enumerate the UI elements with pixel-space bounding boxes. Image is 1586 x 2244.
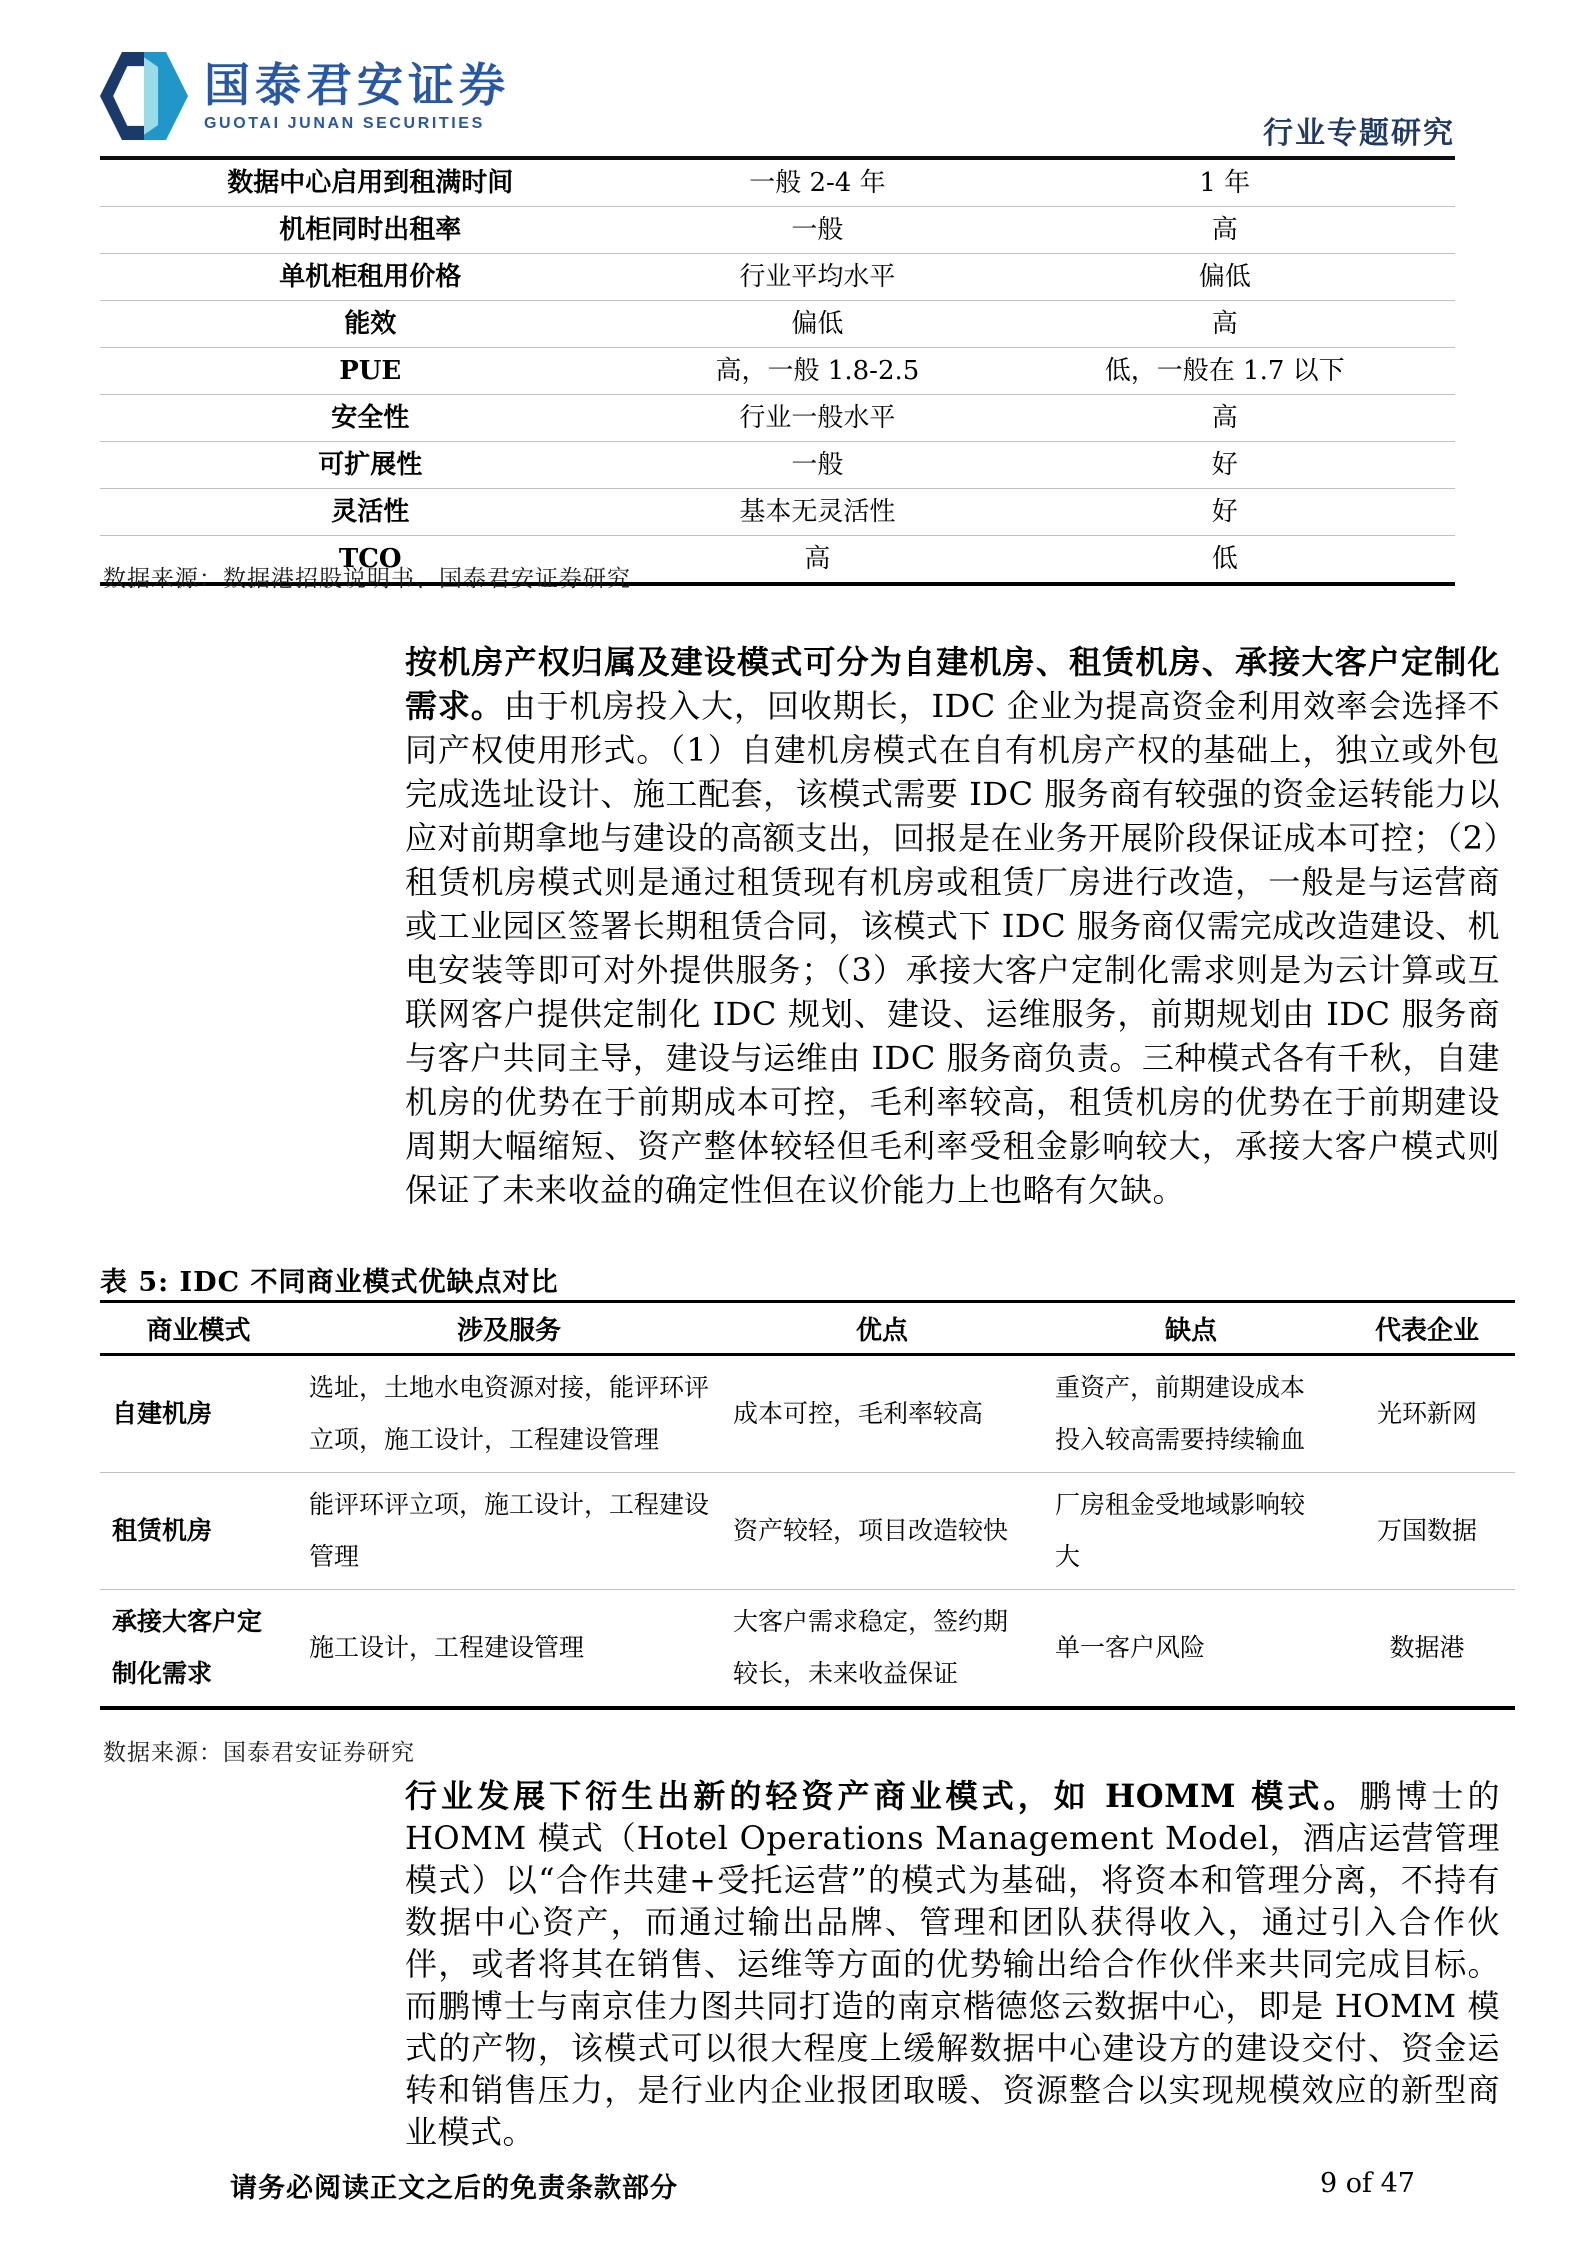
row-label: 灵活性 [100, 489, 640, 536]
cell-value: 基本无灵活性 [640, 489, 994, 536]
paragraph-lead-bold: 行业发展下衍生出新的轻资产商业模式，如 HOMM 模式。 [405, 1777, 1360, 1815]
guotai-junan-logo-icon [100, 52, 188, 140]
business-mode: 承接大客户定制化需求 [100, 1590, 297, 1709]
table-row [100, 348, 1455, 395]
table-row [100, 442, 1455, 489]
column-header: 优点 [721, 1302, 1043, 1355]
page-number: 9 of 47 [1320, 2168, 1415, 2199]
paragraph-business-models [405, 640, 1500, 1212]
idc-comparison-table [100, 160, 1455, 586]
logo-text [204, 59, 510, 133]
cell-value: 高 [640, 536, 994, 585]
column-header: 缺点 [1043, 1302, 1339, 1355]
paragraph-body: 鹏博士的 HOMM 模式（Hotel Operations Management Model，酒店运营管理模式）以“合作共建+受托运营”的模式为基础，将资本和管理分离，不持有数据中心资产，而通过输出品牌、管理和团队获得收入，通过引入合作伙伴，或者将其在销售、运维等方面的优势输出给合作伙伴来共同完成目标。而鹏博士与南京佳力图共同打造的南京楷德悠云数据中心，即是 HOMM 模式的产物，该模式可以很大程度上缓解数据中心建设方的建设交付、资金运转和销售压力，是行业内企业报团取暖、资源整合以实现规模效应的新型商业模式。 [405, 1777, 1500, 2151]
row-label: TCO [100, 536, 640, 585]
company-cell: 光环新网 [1339, 1355, 1515, 1473]
paragraph-homm-model [405, 1775, 1500, 2153]
row-label: 可扩展性 [100, 442, 640, 489]
row-label: 数据中心启用到租满时间 [100, 160, 640, 207]
source-note-2: 数据来源：国泰君安证券研究 [103, 1740, 415, 1766]
company-cell: 数据港 [1339, 1590, 1515, 1709]
table-row [100, 489, 1455, 536]
company-logo [100, 52, 510, 140]
table5-title: 表 5: IDC 不同商业模式优缺点对比 [100, 1267, 559, 1298]
paragraph-body: 由于机房投入大，回收期长，IDC 企业为提高资金利用效率会选择不同产权使用形式。（1）自建机房模式在自有机房产权的基础上，独立或外包完成选址设计、施工配套，该模式需要 IDC 服务商有较强的资金运转能力以应对前期拿地与建设的高额支出，回报是在业务开展阶段保证成本可控；（2）租赁机房模式则是通过租赁现有机房或租赁厂房进行改造，一般是与运营商或工业园区签署长期租赁合同，该模式下 IDC 服务商仅需完成改造建设、机电安装等即可对外提供服务；（3）承接大客户定制化需求则是为云计算或互联网客户提供定制化 IDC 规划、建设、运维服务，前期规划由 IDC 服务商与客户共同主导，建设与运维由 IDC 服务商负责。三种模式各有千秋，自建机房的优势在于前期成本可控，毛利率较高，租赁机房的优势在于前期建设周期大幅缩短、资产整体较轻但毛利率受租金影响较大，承接大客户模式则保证了未来收益的确定性但在议价能力上也略有欠缺。 [405, 687, 1500, 1209]
table-row [100, 254, 1455, 301]
pros-cell: 成本可控，毛利率较高 [721, 1355, 1043, 1473]
row-label: 能效 [100, 301, 640, 348]
table-row [100, 207, 1455, 254]
table-row [100, 301, 1455, 348]
cell-value: 好 [994, 442, 1455, 489]
cell-value: 行业一般水平 [640, 395, 994, 442]
source-note-1: 数据来源：数据港招股说明书、国泰君安证券研究 [103, 566, 631, 592]
cell-value: 1 年 [994, 160, 1455, 207]
cons-cell: 厂房租金受地域影响较大 [1043, 1473, 1339, 1590]
table-header-row [100, 1302, 1515, 1355]
paragraph-lead-bold: 按机房产权归属及建设模式可分为自建机房、租赁机房、承接大客户定制化需求。 [405, 643, 1500, 725]
report-type-label: 行业专题研究 [1263, 116, 1455, 151]
business-model-table [100, 1300, 1515, 1710]
pros-cell: 大客户需求稳定，签约期较长，未来收益保证 [721, 1590, 1043, 1709]
row-label: 单机柜租用价格 [100, 254, 640, 301]
services-cell: 选址，土地水电资源对接，能评环评立项，施工设计，工程建设管理 [297, 1355, 721, 1473]
table-row [100, 395, 1455, 442]
cons-cell: 单一客户风险 [1043, 1590, 1339, 1709]
cell-value: 高 [994, 301, 1455, 348]
column-header: 涉及服务 [297, 1302, 721, 1355]
column-header: 商业模式 [100, 1302, 297, 1355]
cell-value: 一般 [640, 442, 994, 489]
cell-value: 一般 2-4 年 [640, 160, 994, 207]
cell-value: 高 [994, 395, 1455, 442]
row-label: 安全性 [100, 395, 640, 442]
cell-value: 低 [994, 536, 1455, 585]
cell-value: 好 [994, 489, 1455, 536]
cons-cell: 重资产，前期建设成本投入较高需要持续输血 [1043, 1355, 1339, 1473]
services-cell: 施工设计，工程建设管理 [297, 1590, 721, 1709]
cell-value: 低，一般在 1.7 以下 [994, 348, 1455, 395]
pros-cell: 资产较轻，项目改造较快 [721, 1473, 1043, 1590]
table-row [100, 160, 1455, 207]
row-label: 机柜同时出租率 [100, 207, 640, 254]
business-mode: 租赁机房 [100, 1473, 297, 1590]
cell-value: 偏低 [994, 254, 1455, 301]
cell-value: 一般 [640, 207, 994, 254]
cell-value: 高，一般 1.8-2.5 [640, 348, 994, 395]
column-header: 代表企业 [1339, 1302, 1515, 1355]
logo-name-en: GUOTAI JUNAN SECURITIES [204, 115, 485, 132]
business-mode: 自建机房 [100, 1355, 297, 1473]
logo-name-cn: 国泰君安证券 [204, 59, 510, 111]
services-cell: 能评环评立项，施工设计，工程建设管理 [297, 1473, 721, 1590]
table-row [100, 1355, 1515, 1473]
cell-value: 高 [994, 207, 1455, 254]
table-row [100, 1473, 1515, 1590]
table-row [100, 1590, 1515, 1709]
cell-value: 行业平均水平 [640, 254, 994, 301]
cell-value: 偏低 [640, 301, 994, 348]
footer-disclaimer: 请务必阅读正文之后的免责条款部分 [230, 2173, 678, 2204]
row-label: PUE [100, 348, 640, 395]
company-cell: 万国数据 [1339, 1473, 1515, 1590]
